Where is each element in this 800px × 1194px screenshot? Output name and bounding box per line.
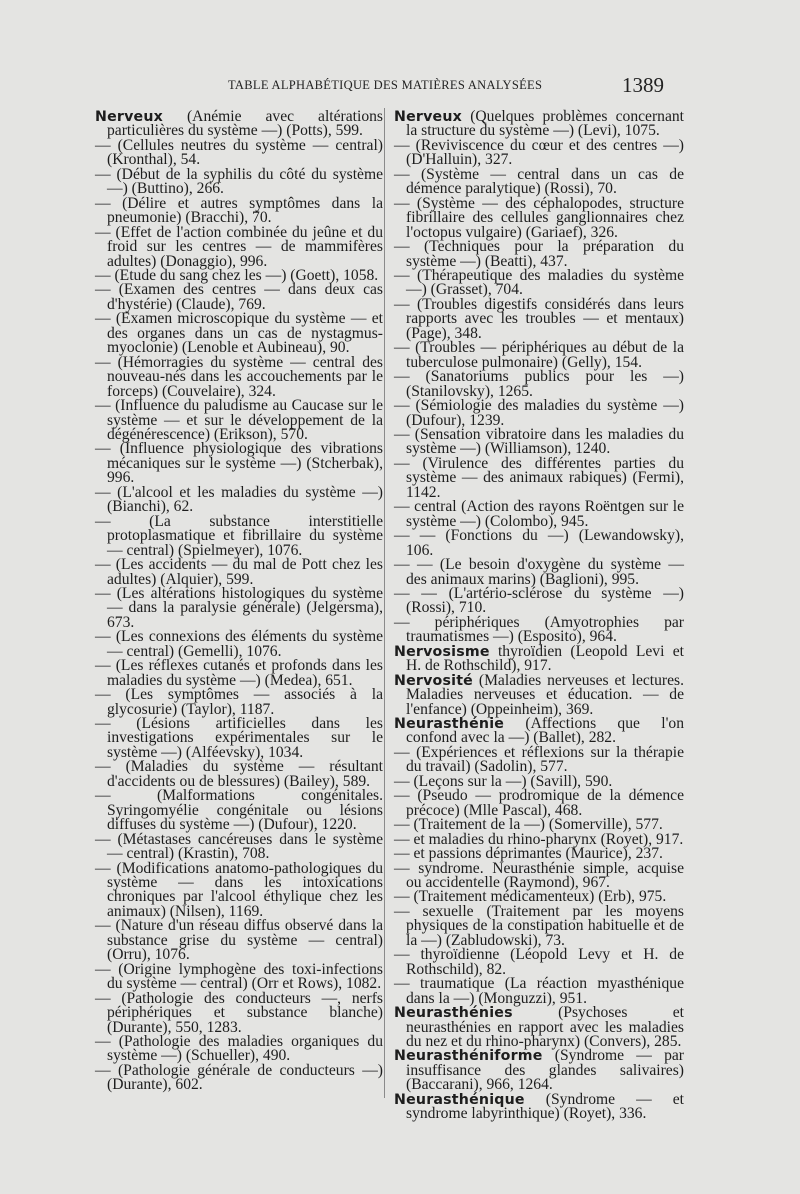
index-entry: — et passions déprimantes (Maurice), 237. — [394, 845, 663, 863]
index-entry: Nervosité (Maladies nerveuses et lectures. Maladies nerveuses et éducation. — de l'enfance) (Oppeinheim), 369. — [394, 671, 684, 718]
index-entry: — central (Action des rayons Roëntgen sur le système —) (Colombo), 945. — [394, 498, 684, 530]
index-entry: — thyroïdienne (Léopold Levy et H. de Rothschild), 82. — [394, 946, 684, 978]
index-entry: — (Examen des centres — dans deux cas d'hystérie) (Claude), 769. — [95, 281, 383, 313]
index-entry: — (Troubles digestifs considérés dans leurs rapports avec les troubles — et mentaux) (Page), 348. — [394, 295, 684, 342]
index-entry: — (Traitement de la —) (Somerville), 577. — [394, 816, 663, 834]
page-header — [0, 73, 800, 100]
index-entry: — (Influence physiologique des vibrations mécaniques sur le système —) (Stcherbak), 996. — [95, 440, 383, 487]
index-entry: — (Cellules neutres du système — central) (Kronthal), 54. — [95, 136, 383, 169]
index-entry: — (Modifications anatomo-pathologiques du système — dans les intoxications chroniques par l'alcool éthylique chez les animaux) (Nilsen), 1169. — [95, 859, 383, 920]
index-entry: — — (Fonctions du —) (Lewandowsky), 106. — [394, 527, 684, 559]
index-entry: Neurasthénie (Affections que l'on confond avec la —) (Ballet), 282. — [394, 715, 684, 747]
index-entry: — syndrome. Neurasthénie simple, acquise ou accidentelle (Raymond), 967. — [394, 859, 684, 892]
index-entry: — (Les symptômes — associés à la glycosurie) (Taylor), 1187. — [95, 686, 383, 718]
index-entry: — (Examen microscopique du système — et des organes dans un cas de nystagmus-myoclonie) (Lenoble et Aubineau), 90. — [95, 310, 383, 357]
index-entry: — (Maladies du système — résultant d'accidents ou de blessures) (Bailey), 589. — [95, 758, 383, 790]
index-entry: — périphériques (Amyotrophies par traumatismes —) (Esposito), 964. — [394, 613, 684, 646]
index-entry: Nervosisme thyroïdien (Leopold Levi et H. de Rothschild), 917. — [394, 642, 684, 675]
index-entry: — (Reviviscence du cœur et des centres —) (D'Halluin), 327. — [394, 136, 684, 169]
index-entry: — (Métastases cancéreuses dans le système — central) (Krastin), 708. — [95, 830, 383, 863]
index-entry: — (Système — des céphalopodes, structure fibrillaire des cellules ganglionnaires chez l'octopus vulgaire) (Gariaef), 326. — [394, 194, 684, 241]
index-entry: — (Pathologie générale de conducteurs —) (Durante), 602. — [95, 1061, 383, 1094]
index-entry: — (Nature d'un réseau diffus observé dans la substance grise du système — central) (Orru), 1076. — [95, 917, 383, 964]
index-entry: — (Les réflexes cutanés et profonds dans les maladies du système —) (Medea), 651. — [95, 657, 383, 689]
index-entry: — (L'alcool et les maladies du système —) (Bianchi), 62. — [95, 483, 383, 516]
index-entry: — (Traitement médicamenteux) (Erb), 975. — [394, 888, 667, 906]
index-entry: — (Malformations congénitales. Syringomyélie congénitale ou lésions diffuses du système —) (Dufour), 1220. — [95, 787, 383, 834]
index-entry: — (Sensation vibratoire dans les maladies du système —) (Williamson), 1240. — [394, 425, 684, 458]
index-entry: — (Etude du sang chez les —) (Goett), 1058. — [95, 266, 379, 284]
index-entry: — (Les connexions des éléments du système — central) (Gemelli), 1076. — [95, 628, 383, 660]
index-entry: — (Les altérations histologiques du système — dans la paralysie générale) (Jelgersma), 673. — [95, 584, 383, 631]
index-entry: — traumatique (La réaction myasthénique dans la —) (Monguzzi), 951. — [394, 975, 684, 1007]
index-entry: — (Influence du paludisme au Caucase sur le système — et sur le développement de la dégénérescence) (Erikson), 570. — [95, 397, 383, 443]
index-entry: — (Troubles — périphériques au début de la tuberculose pulmonaire) (Gelly), 154. — [394, 339, 684, 371]
index-entry: Neurasthénique (Syndrome — et syndrome labyrinthique) (Royet), 336. — [394, 1090, 684, 1123]
left-column — [95, 110, 383, 1093]
index-entry: — (Expériences et réflexions sur la thérapie du travail) (Sadolin), 577. — [394, 743, 684, 776]
index-entry: — sexuelle (Traitement par les moyens physiques de la constipation habituelle et de la —) (Zabludowski), 73. — [394, 902, 684, 949]
index-entry: Neurasthéniforme (Syndrome — par insuffisance des glandes salivaires) (Baccarani), 966, 1264. — [394, 1047, 684, 1094]
index-entry: — (Techniques pour la préparation du système —) (Beatti), 437. — [394, 238, 684, 270]
index-entry: — (Pathologie des conducteurs —, nerfs périphériques et substance blanche) (Durante), 550, 1283. — [95, 989, 383, 1036]
index-entry: Nerveux (Quelques problèmes concernant la structure du système —) (Levi), 1075. — [394, 108, 684, 140]
index-entry: — (Lésions artificielles dans les investigations expérimentales sur le système —) (Alféevsky), 1034. — [95, 715, 383, 761]
page-number: 1389 — [622, 73, 664, 97]
index-entry: — (Système — central dans un cas de démence paralytique) (Rossi), 70. — [394, 165, 684, 198]
index-entry: — — (L'artério-sclérose du système —) (Rossi), 710. — [394, 584, 684, 617]
index-entry: Neurasthénies (Psychoses et neurasthénies en rapport avec les maladies du nez et du rhino-pharynx) (Convers), 285. — [394, 1004, 684, 1050]
column-divider — [384, 108, 385, 1098]
index-entry: — (Effet de l'action combinée du jeûne et du froid sur les centres — de mammifères adultes) (Donaggio), 996. — [95, 223, 383, 270]
index-entry: — — (Le besoin d'oxygène du système — des animaux marins) (Baglioni), 995. — [394, 556, 684, 588]
index-entry: — (Origine lymphogène des toxi-infections du système — central) (Orr et Rows), 1082. — [95, 960, 383, 993]
index-entry: — (Délire et autres symptômes dans la pneumonie) (Bracchi), 70. — [95, 194, 383, 227]
index-entry: — (Sanatoriums publics pour les —) (Stanilovsky), 1265. — [394, 368, 684, 400]
index-entry: — (Début de la syphilis du côté du système —) (Buttino), 266. — [95, 165, 383, 198]
index-entry: — et maladies du rhino-pharynx (Royet), 917. — [394, 830, 684, 848]
index-entry: — (Pathologie des maladies organiques du système —) (Schueller), 490. — [95, 1033, 383, 1065]
index-entry: — (Sémiologie des maladies du système —) (Dufour), 1239. — [394, 397, 684, 429]
index-entry: — (Virulence des différentes parties du système — des animaux rabiques) (Fermi), 1142. — [394, 454, 684, 501]
index-entry: — (Leçons sur la —) (Savill), 590. — [394, 772, 613, 790]
index-entry: Nerveux (Anémie avec altérations particulières du système —) (Potts), 599. — [95, 108, 383, 140]
index-entry: — (La substance interstitielle protoplasmatique et fibrillaire du système — central) (Spielmeyer), 1076. — [95, 512, 383, 559]
running-title: TABLE ALPHABÉTIQUE DES MATIÈRES ANALYSÉES — [228, 78, 543, 92]
index-entry: — (Thérapeutique des maladies du système —) (Grasset), 704. — [394, 266, 684, 299]
index-entry: — (Pseudo — prodromique de la démence précoce) (Mlle Pascal), 468. — [394, 787, 684, 819]
index-entry: — (Les accidents — du mal de Pott chez les adultes) (Alquier), 599. — [95, 556, 383, 588]
index-entry: — (Hémorragies du système — central des nouveau-nés dans les accouchements par le forceps) (Couvelaire), 324. — [95, 353, 383, 400]
right-column — [394, 110, 684, 1122]
